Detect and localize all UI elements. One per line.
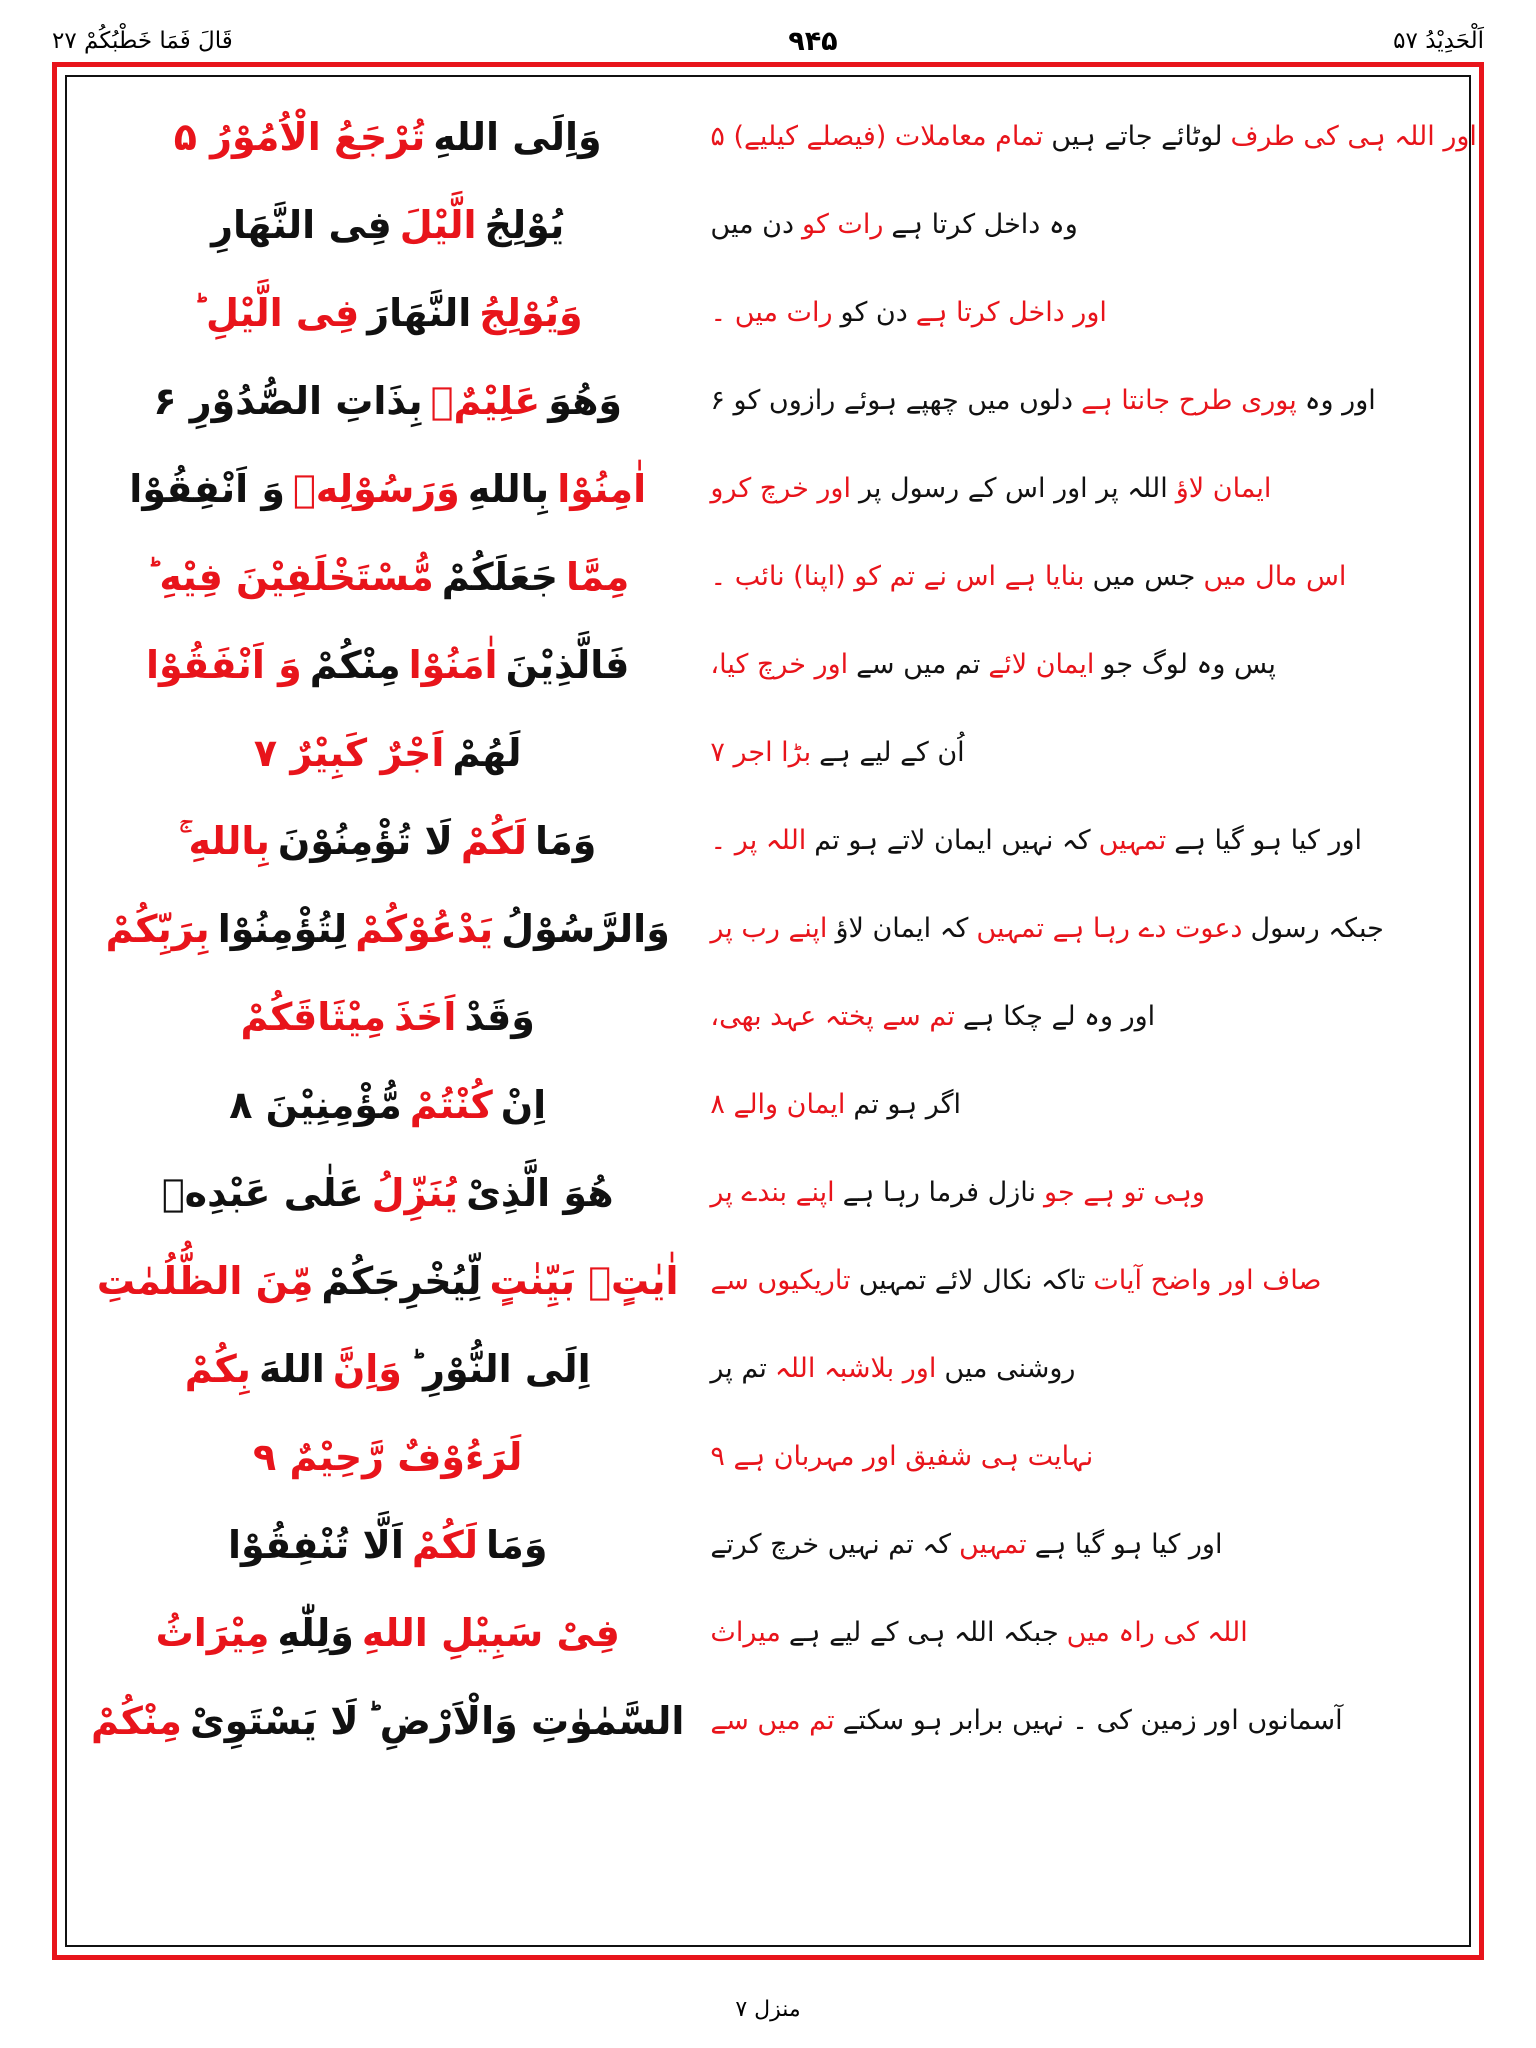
arabic-line [91, 709, 684, 797]
arabic-segment: بِاللهِ [467, 467, 550, 511]
urdu-segment: اور اللہ ہی کی طرف [1230, 121, 1477, 153]
urdu-segment: ایمان لائے [988, 649, 1095, 681]
urdu-line [710, 1237, 1489, 1325]
urdu-line [710, 1501, 1489, 1589]
arabic-segment: بِذَاتِ الصُّدُوْرِ ۶ [153, 379, 423, 423]
arabic-segment: مِمَّا [565, 555, 630, 599]
arabic-segment: وَرَسُوْلِهٖ [293, 467, 460, 511]
arabic-segment: الَّيْلَ [399, 203, 477, 247]
arabic-line [91, 1325, 684, 1413]
urdu-segment: دن کو [840, 297, 908, 329]
urdu-segment: تاریکیوں سے [710, 1265, 851, 1297]
urdu-segment: اور وہ [1304, 385, 1376, 417]
urdu-segment: نازل فرما رہا ہے [842, 1177, 1036, 1209]
arabic-line [91, 1061, 684, 1149]
urdu-segment: اور خرچ کیا، [710, 649, 849, 681]
arabic-segment: فِى النَّهَارِ [211, 203, 392, 247]
urdu-segment: تم میں سے [856, 649, 981, 681]
urdu-segment: اُن کے لیے ہے [819, 737, 965, 769]
arabic-line [91, 797, 684, 885]
urdu-segment: رات میں ۔ [710, 297, 833, 329]
arabic-segment: فَالَّذِيْنَ [505, 643, 630, 687]
arabic-segment: مُّؤْمِنِيْنَ ۸ [229, 1083, 402, 1127]
urdu-line [710, 445, 1489, 533]
urdu-line [710, 1061, 1489, 1149]
arabic-segment: اَخَذَ [394, 995, 457, 1039]
urdu-segment: رات کو [802, 209, 884, 241]
arabic-segment: وَلِلّٰهِ [277, 1611, 354, 1655]
arabic-segment: لَهُمْ [452, 731, 522, 775]
urdu-segment: تمام معاملات (فیصلے کیلیے) ۵ [710, 121, 1044, 153]
urdu-line [710, 1325, 1489, 1413]
arabic-segment: مِنْكُمْ [91, 1699, 182, 1743]
arabic-line [91, 533, 684, 621]
urdu-line [710, 797, 1489, 885]
arabic-segment: بِاللهِ ۚ [179, 819, 270, 863]
urdu-segment: کہ نہیں ایمان لاتے ہو تم [814, 825, 1091, 857]
urdu-segment: نہیں برابر ہو سکتے [842, 1705, 1065, 1737]
urdu-segment: میراث [710, 1617, 781, 1649]
urdu-line [710, 621, 1489, 709]
urdu-line [710, 533, 1489, 621]
arabic-line [91, 357, 684, 445]
arabic-segment: لَكُمْ [460, 819, 527, 863]
arabic-segment: يَدْعُوْكُمْ [355, 907, 494, 951]
arabic-segment: وَمَا [486, 1523, 548, 1567]
arabic-segment: اَجْرٌ كَبِيْرٌ ۷ [253, 731, 445, 775]
arabic-segment: وَاِلَى اللهِ [433, 115, 602, 159]
urdu-segment: اور کیا ہو گیا ہے [1034, 1529, 1223, 1561]
urdu-line [710, 269, 1489, 357]
arabic-segment: وَالرَّسُوْلُ [501, 907, 670, 951]
arabic-segment: بِكُمْ [184, 1347, 251, 1391]
urdu-segment: جبکہ اللہ ہی کے لیے ہے [788, 1617, 1059, 1649]
urdu-segment: اللہ کی راہ میں [1066, 1617, 1248, 1649]
arabic-line [91, 973, 684, 1061]
arabic-segment: لَكُمْ [411, 1523, 479, 1567]
urdu-segment: ایمان لاؤ [1175, 473, 1272, 505]
arabic-segment: وَاِنَّ [332, 1347, 402, 1391]
urdu-segment: تاکہ نکال لائے تمہیں [858, 1265, 1086, 1297]
arabic-segment: وَيُوْلِجُ [479, 291, 583, 335]
urdu-segment: اور داخل کرتا ہے [915, 297, 1107, 329]
arabic-segment: وَهُوَ [548, 379, 623, 423]
urdu-segment: اگر ہو تم [853, 1089, 962, 1121]
urdu-segment: بنایا ہے اس نے تم کو (اپنا) نائب ۔ [710, 561, 1085, 593]
arabic-line [91, 1589, 684, 1677]
arabic-segment: النَّهَارَ [367, 291, 472, 335]
arabic-segment: السَّمٰوٰتِ وَالْاَرْضِ ؕ [366, 1699, 685, 1743]
urdu-segment: صاف اور واضح آیات [1093, 1265, 1322, 1297]
urdu-segment: بڑا اجر ۷ [710, 737, 812, 769]
arabic-segment: وَ اَنْفِقُوْا [129, 467, 285, 511]
urdu-line [710, 357, 1489, 445]
arabic-segment: مِنْكُمْ [309, 643, 401, 687]
text-columns [81, 93, 1477, 1933]
urdu-segment: کہ ایمان لاؤ [835, 913, 969, 945]
arabic-segment: مِيْثَاقَكُمْ [240, 995, 387, 1039]
arabic-line [91, 181, 684, 269]
arabic-segment: لَرَءُوْفٌ رَّحِيْمٌ ۹ [253, 1435, 523, 1479]
urdu-line [710, 973, 1489, 1061]
urdu-segment: دعوت دے رہا ہے تمہیں [976, 913, 1243, 945]
urdu-line [710, 885, 1489, 973]
page-number: ۹۴۵ [788, 25, 838, 57]
arabic-segment: بِرَبِّكُمْ [105, 907, 210, 951]
urdu-segment: جس میں [1092, 561, 1196, 593]
urdu-segment: اس مال میں [1203, 561, 1347, 593]
arabic-line [91, 1149, 684, 1237]
arabic-segment: لِتُؤْمِنُوْا [217, 907, 348, 951]
urdu-line [710, 1413, 1489, 1501]
urdu-segment: تم سے پختہ عہد بھی، [710, 1001, 955, 1033]
arabic-segment: عَلٰى عَبْدِهٖ [161, 1171, 364, 1215]
arabic-segment: اللهَ [258, 1347, 325, 1391]
arabic-segment: مُّسْتَخْلَفِيْنَ فِيْهِ ؕ [146, 555, 434, 599]
urdu-segment: جبکہ رسول [1250, 913, 1384, 945]
urdu-segment: دن میں [710, 209, 795, 241]
arabic-segment: لِّيُخْرِجَكُمْ [321, 1259, 482, 1303]
arabic-line [91, 93, 684, 181]
urdu-line [710, 1677, 1489, 1765]
arabic-line [91, 269, 684, 357]
arabic-segment: فِىْ سَبِيْلِ اللهِ [361, 1611, 620, 1655]
urdu-segment: اور خرچ کرو [710, 473, 851, 505]
arabic-segment: هُوَ الَّذِىْ [466, 1171, 614, 1215]
urdu-line [710, 93, 1489, 181]
urdu-segment: اپنے رب پر [710, 913, 828, 945]
urdu-segment: تم پر [710, 1353, 767, 1385]
arabic-line [91, 1413, 684, 1501]
urdu-segment: روشنی میں [944, 1353, 1076, 1385]
arabic-segment: تُرْجَعُ الْاُمُوْرُ ۵ [173, 115, 426, 159]
urdu-segment: وہ داخل کرتا ہے [891, 209, 1078, 241]
urdu-segment: اور وہ لے چکا ہے [962, 1001, 1156, 1033]
arabic-line [91, 1677, 684, 1765]
arabic-segment: فِى الَّيْلِ ؕ [192, 291, 360, 335]
arabic-line [91, 1237, 684, 1325]
arabic-segment: وَمَا [534, 819, 597, 863]
arabic-segment: عَلِيْمٌۢ [430, 379, 541, 423]
urdu-column [702, 93, 1499, 1933]
urdu-line [710, 1589, 1489, 1677]
urdu-segment: اللہ پر ۔ [710, 825, 807, 857]
arabic-segment: اَلَّا تُنْفِقُوْا [227, 1523, 404, 1567]
arabic-column [81, 93, 702, 1933]
urdu-segment: کہ تم نہیں خرچ کرتے [710, 1529, 952, 1561]
arabic-segment: وَقَدْ [464, 995, 535, 1039]
urdu-segment: اللہ پر اور اس کے رسول پر [858, 473, 1168, 505]
urdu-segment: لوٹائے جاتے ہیں [1051, 121, 1223, 153]
urdu-line [710, 709, 1489, 797]
arabic-segment: اٰمِنُوْا [557, 467, 647, 511]
arabic-segment: يُنَزِّلُ [371, 1171, 459, 1215]
arabic-line [91, 621, 684, 709]
arabic-segment: اٰمَنُوْا [408, 643, 498, 687]
urdu-line [710, 181, 1489, 269]
urdu-segment: وہی تو ہے جو [1044, 1177, 1205, 1209]
urdu-segment: اپنے بندے پر [710, 1177, 835, 1209]
urdu-segment: دلوں میں چھپے ہوئے رازوں کو ۶ [710, 385, 1074, 417]
urdu-segment: تم میں سے [710, 1705, 835, 1737]
arabic-line [91, 885, 684, 973]
urdu-segment: اور بلاشبہ اللہ [774, 1353, 937, 1385]
page-header [52, 18, 1484, 64]
header-para-name: قَالَ فَمَا خَطْبُكُمْ ۲۷ [52, 28, 233, 54]
urdu-segment: آسمانوں اور زمین کی ۔ [1072, 1705, 1343, 1737]
arabic-line [91, 1501, 684, 1589]
urdu-segment: پس وہ لوگ جو [1102, 649, 1276, 681]
arabic-segment: يُوْلِجُ [484, 203, 565, 247]
urdu-segment: اور کیا ہو گیا ہے [1174, 825, 1363, 857]
arabic-segment: وَ اَنْفَقُوْا [146, 643, 302, 687]
urdu-segment: نہایت ہی شفیق اور مہربان ہے ۹ [710, 1441, 1094, 1473]
header-surah-name: اَلْحَدِيْدُ ۵۷ [1393, 28, 1484, 54]
arabic-line [91, 445, 684, 533]
page-border-outer [52, 62, 1484, 1960]
arabic-segment: مِّنَ الظُّلُمٰتِ [96, 1259, 314, 1303]
arabic-segment: لَا يَسْتَوِىْ [189, 1699, 359, 1743]
arabic-segment: جَعَلَكُمْ [441, 555, 558, 599]
urdu-line [710, 1149, 1489, 1237]
urdu-segment: تمہیں [1098, 825, 1167, 857]
arabic-segment: مِيْرَاثُ [155, 1611, 270, 1655]
urdu-segment: تمہیں [959, 1529, 1027, 1561]
arabic-segment: اٰيٰتٍۭ بَيِّنٰتٍ [489, 1259, 679, 1303]
urdu-segment: ایمان والے ۸ [710, 1089, 846, 1121]
arabic-segment: لَا تُؤْمِنُوْنَ [277, 819, 453, 863]
urdu-segment: پوری طرح جانتا ہے [1081, 385, 1297, 417]
page-footer: منزل ۷ [735, 1997, 801, 2022]
arabic-segment: كُنْتُمْ [409, 1083, 493, 1127]
arabic-segment: اِلَى النُّوْرِ ؕ [409, 1347, 591, 1391]
arabic-segment: اِنْ [500, 1083, 547, 1127]
